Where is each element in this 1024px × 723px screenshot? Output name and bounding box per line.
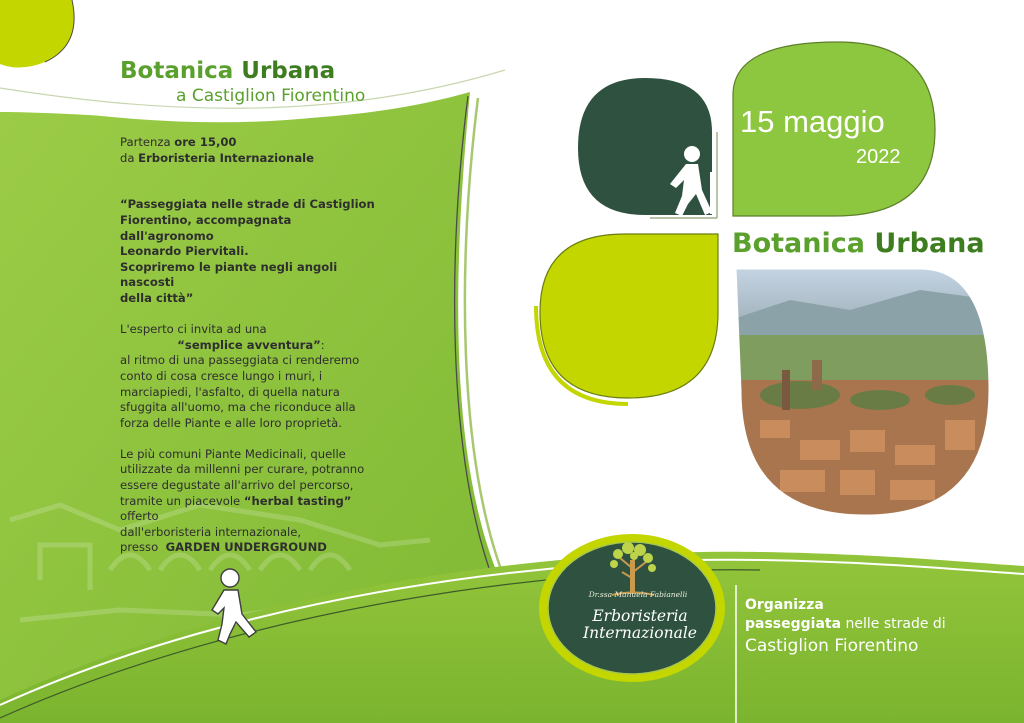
- quote-line: [120, 260, 382, 291]
- text-span: offerto: [120, 509, 159, 524]
- expert-highlight: “semplice avventura”: [177, 337, 321, 352]
- quote-line: [120, 213, 382, 244]
- paragraph-line: al ritmo di una passeggiata ci renderemo: [120, 353, 360, 368]
- departure-prefix: Partenza: [120, 135, 171, 149]
- title-part2: Urbana: [241, 58, 336, 84]
- paragraph-line: [120, 540, 382, 556]
- departure-from-line: [120, 151, 382, 167]
- quote-text: “Passeggiata nelle strade di Castiglion: [120, 197, 375, 212]
- organizer-line1: [745, 596, 946, 615]
- quote-text: Leonardo Piervitali.: [120, 244, 249, 259]
- event-year: 2022: [856, 146, 901, 168]
- departure-from-prefix: da: [120, 150, 135, 165]
- organizer-text: [745, 596, 946, 658]
- organizer-line2: [745, 615, 946, 634]
- description-text: [120, 135, 382, 556]
- departure-place: Erboristeria Internazionale: [138, 150, 314, 165]
- logo-name-line2: Internazionale: [583, 624, 697, 642]
- page-subtitle: a Castiglion Fiorentino: [176, 86, 366, 106]
- logo-owner-text: Dr.ssa Manuela Fabianelli: [588, 590, 688, 599]
- quote-line: [120, 291, 382, 307]
- paragraph-line: marciapiedi, l'asfalto, di quella natura: [120, 384, 340, 399]
- organizer-label: Organizza: [745, 597, 824, 613]
- paragraph-line: forza delle Piante e alle loro proprietà.: [120, 415, 342, 430]
- paragraph-line: conto di cosa cresce lungo i muri, i: [120, 368, 323, 383]
- paragraph-line: sfuggita all'uomo, ma che riconduce alla: [120, 400, 356, 415]
- paragraph-line: dall'erboristeria internazionale,: [120, 524, 302, 539]
- logo-name: [565, 608, 715, 642]
- right-title: [732, 228, 985, 259]
- colon: :: [320, 337, 325, 352]
- paragraph-line: utilizzate da millenni per curare, potranno: [120, 462, 365, 477]
- organizer-line3: Castiglion Fiorentino: [745, 636, 919, 656]
- title-part1: Botanica: [120, 58, 234, 84]
- paragraph-line: [120, 494, 382, 525]
- quote-line: [120, 244, 382, 260]
- text-span: tramite un piacevole: [120, 493, 241, 508]
- departure-line: [120, 135, 382, 151]
- quote-text: Scopriremo le piante negli angoli nascosti: [120, 259, 338, 290]
- logo-name-line1: Erboristeria: [592, 607, 688, 625]
- venue-name: GARDEN UNDERGROUND: [165, 540, 327, 555]
- departure-time: ore 15,00: [174, 135, 237, 149]
- organizer-rest: nelle strade di: [845, 616, 946, 632]
- expert-highlight-line: [120, 338, 382, 354]
- organizer-bold: passeggiata: [745, 616, 842, 632]
- top-left-leaf: [0, 0, 74, 68]
- expert-intro: L'esperto ci invita ad una: [120, 322, 267, 337]
- paragraph-line: essere degustate all'arrivo del percorso,: [120, 478, 354, 493]
- lime-leaf: [540, 234, 718, 398]
- right-title-part2: Urbana: [874, 228, 985, 259]
- quote-text: Fiorentino, accompagnata dall'agronomo: [120, 212, 292, 243]
- paragraph-line: Le più comuni Piante Medicinali, quelle: [120, 446, 346, 461]
- quote-line: [120, 197, 382, 213]
- herbal-tasting: “herbal tasting”: [243, 493, 352, 508]
- right-title-part1: Botanica: [732, 228, 865, 259]
- event-date: 15 maggio: [740, 104, 885, 139]
- text-span: presso: [120, 540, 159, 555]
- page-title: [120, 58, 335, 84]
- quote-text: della città”: [120, 290, 194, 305]
